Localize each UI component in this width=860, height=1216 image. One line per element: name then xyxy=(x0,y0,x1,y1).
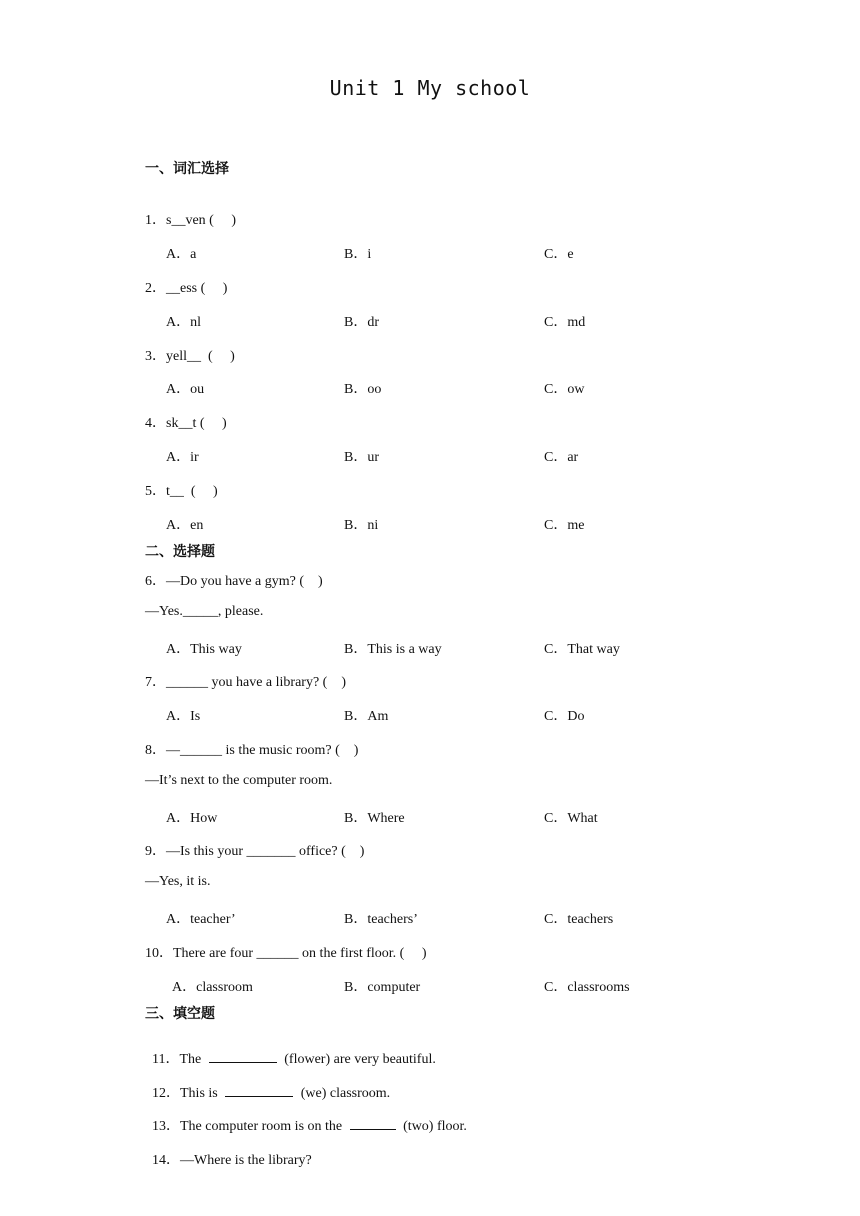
option-a: A．a xyxy=(166,247,197,262)
page-title: Unit 1 My school xyxy=(329,76,531,100)
option-a: A．How xyxy=(166,811,218,826)
option-a: A．teacher’ xyxy=(166,912,236,927)
fill-question-prefix: 11．The xyxy=(152,1052,205,1067)
fill-question xyxy=(145,1032,436,1068)
fill-question xyxy=(145,1099,467,1135)
fill-question xyxy=(145,1066,390,1102)
option-c: C．e xyxy=(544,247,574,262)
option-a: A．nl xyxy=(166,315,201,330)
fill-question-prefix: 12．This is xyxy=(152,1086,222,1101)
question-stem: 9．—Is this your _______ office? ( ) xyxy=(145,844,365,859)
option-c: C．classrooms xyxy=(544,980,630,995)
question-response: —Yes, it is. xyxy=(145,874,211,889)
option-b: B．Am xyxy=(344,709,389,724)
option-a: A．This way xyxy=(166,642,242,657)
option-c: C．teachers xyxy=(544,912,614,927)
option-c: C．Do xyxy=(544,709,585,724)
fill-question-prefix: 14．—Where is the library? xyxy=(152,1153,312,1168)
fill-question-suffix: (flower) are very beautiful. xyxy=(280,1052,436,1067)
option-a: A．ou xyxy=(166,382,205,397)
option-c: C．me xyxy=(544,518,585,533)
option-a: A．classroom xyxy=(172,980,253,995)
option-b: B．teachers’ xyxy=(344,912,418,927)
answer-blank[interactable] xyxy=(225,1084,293,1097)
option-c: C．md xyxy=(544,315,586,330)
option-b: B．Where xyxy=(344,811,405,826)
section-heading-multiple-choice: 二、选择题 xyxy=(145,544,215,560)
question-response: —Yes._____, please. xyxy=(145,604,264,619)
option-b: B．This is a way xyxy=(344,642,442,657)
option-c: C．ow xyxy=(544,382,585,397)
fill-question xyxy=(145,1133,312,1169)
question-stem: 4．sk__t ( ) xyxy=(145,416,227,431)
fill-question-suffix: (two) floor. xyxy=(399,1119,467,1134)
section-heading-vocabulary: 一、词汇选择 xyxy=(145,161,229,177)
option-c: C．What xyxy=(544,811,598,826)
option-c: C．ar xyxy=(544,450,579,465)
option-b: B．computer xyxy=(344,980,421,995)
option-b: B．ur xyxy=(344,450,379,465)
answer-blank[interactable] xyxy=(350,1117,396,1130)
question-stem: 2．__ess ( ) xyxy=(145,281,228,296)
question-stem: 1．s__ven ( ) xyxy=(145,213,236,228)
question-stem: 10．There are four ______ on the first floor. ( ) xyxy=(145,946,427,961)
option-a: A．Is xyxy=(166,709,201,724)
answer-blank[interactable] xyxy=(209,1050,277,1063)
fill-question-suffix: (we) classroom. xyxy=(297,1086,391,1101)
question-stem: 7．______ you have a library? ( ) xyxy=(145,675,346,690)
question-stem: 3．yell__ ( ) xyxy=(145,349,235,364)
option-c: C．That way xyxy=(544,642,620,657)
option-b: B．oo xyxy=(344,382,382,397)
question-stem: 6．—Do you have a gym? ( ) xyxy=(145,574,323,589)
option-b: B．ni xyxy=(344,518,379,533)
option-b: B．dr xyxy=(344,315,379,330)
section-heading-fill-in: 三、填空题 xyxy=(145,1006,215,1022)
option-a: A．ir xyxy=(166,450,199,465)
option-a: A．en xyxy=(166,518,204,533)
question-stem: 5．t__ ( ) xyxy=(145,484,218,499)
question-response: —It’s next to the computer room. xyxy=(145,773,333,788)
question-stem: 8．—______ is the music room? ( ) xyxy=(145,743,359,758)
fill-question-prefix: 13．The computer room is on the xyxy=(152,1119,346,1134)
option-b: B．i xyxy=(344,247,372,262)
